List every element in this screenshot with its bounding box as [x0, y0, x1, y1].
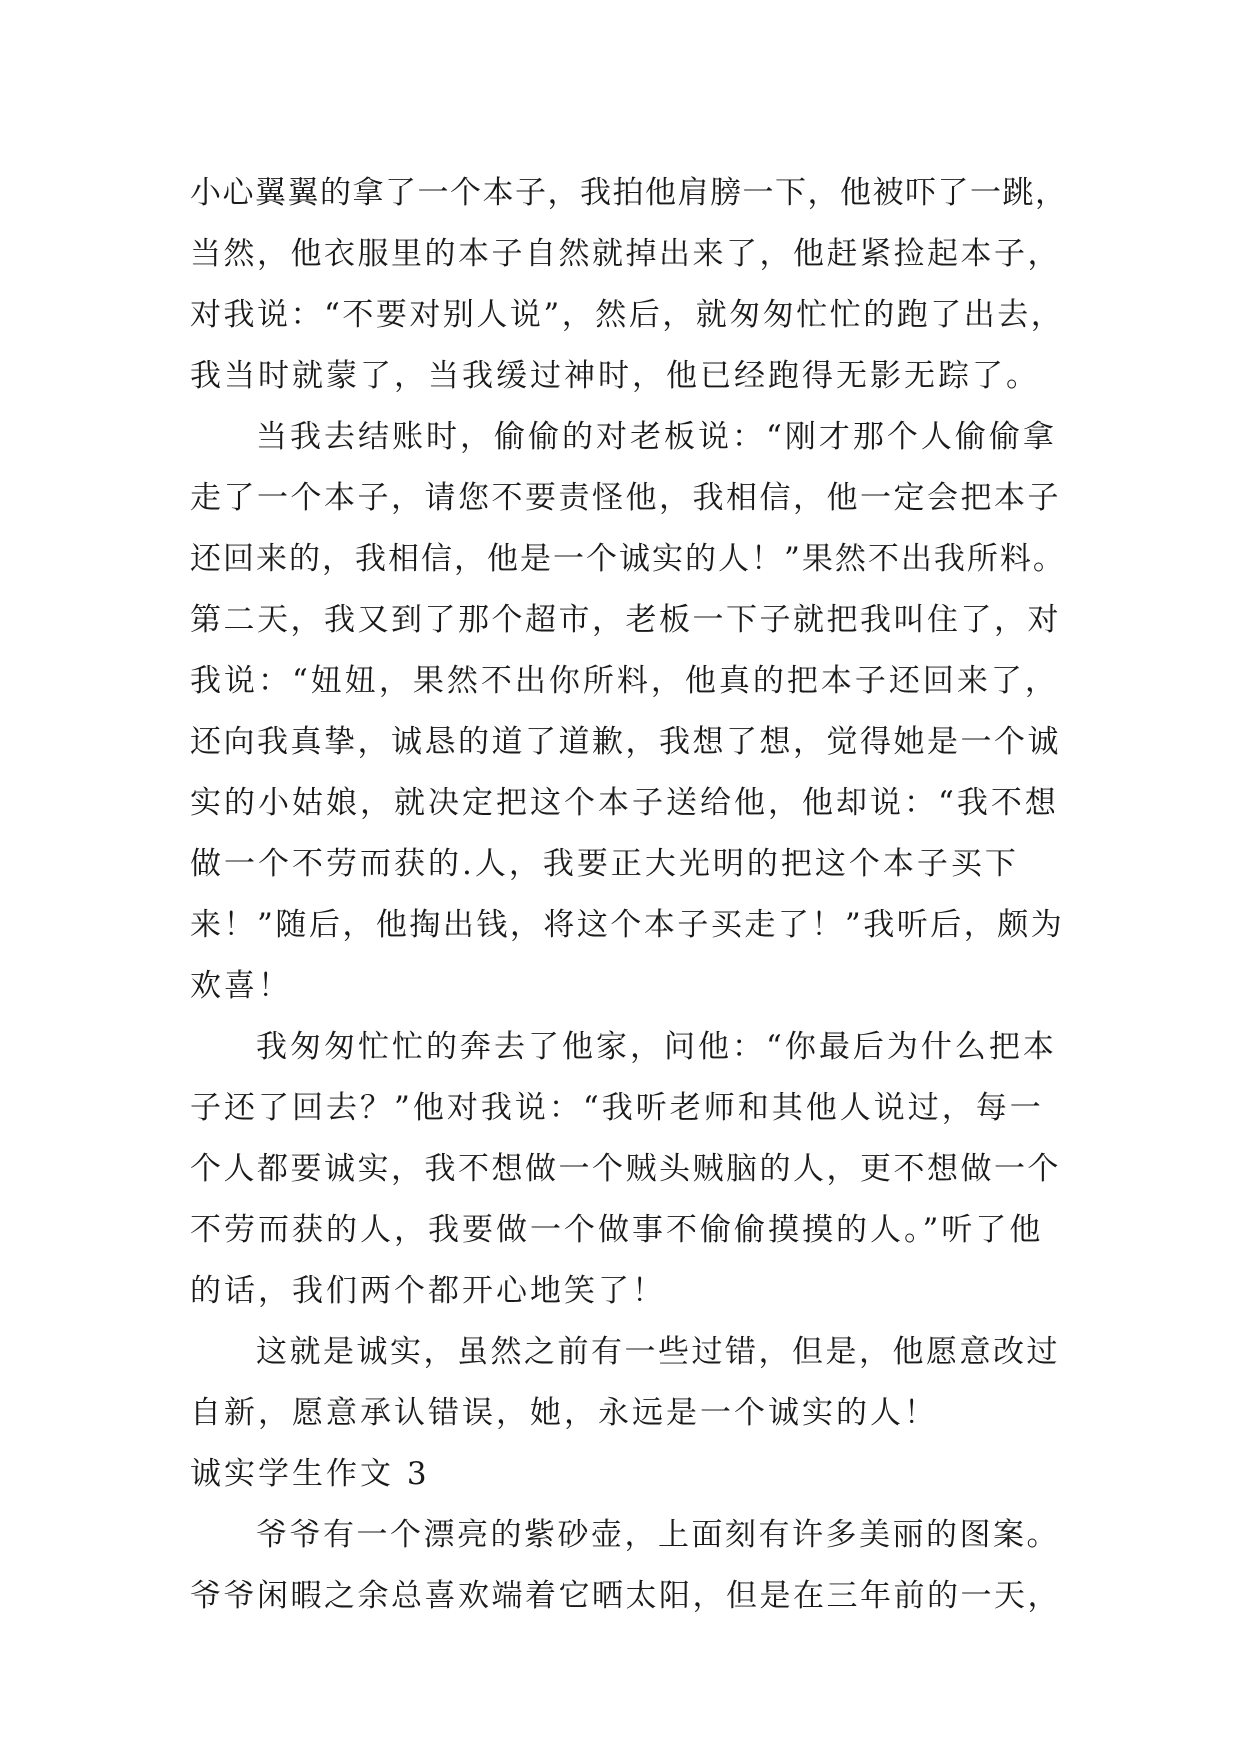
text-line: 小心翼翼的拿了一个本子，我拍他肩膀一下，他被吓了一跳，: [190, 175, 1068, 211]
text-line: 来！”随后，他掏出钱，将这个本子买走了！”我听后，颇为: [190, 907, 1065, 943]
document-body: [190, 163, 1070, 1627]
text-line: 第二天，我又到了那个超市，老板一下子就把我叫住了，对: [190, 602, 1061, 638]
text-line: 做一个不劳而获的.人，我要正大光明的把这个本子买下: [190, 846, 1019, 882]
text-line: 子还了回去？”他对我说：“我听老师和其他人说过，每一: [190, 1090, 1044, 1126]
text-line: 我说：“妞妞，果然不出你所料，他真的把本子还回来了，: [190, 663, 1059, 699]
text-line: 还向我真挚，诚恳的道了道歉，我想了想，觉得她是一个诚: [190, 724, 1061, 760]
text-line: 爷爷闲暇之余总喜欢端着它晒太阳，但是在三年前的一天，: [190, 1578, 1061, 1614]
text-line: 自新，愿意承认错误，她，永远是一个诚实的人！: [190, 1395, 938, 1431]
text-line: 爷爷有一个漂亮的紫砂壶，上面刻有许多美丽的图案。: [256, 1517, 1060, 1553]
text-line: 诚实学生作文 3: [190, 1456, 430, 1492]
text-line: 这就是诚实，虽然之前有一些过错，但是，他愿意改过: [256, 1334, 1060, 1370]
text-line: 个人都要诚实，我不想做一个贼头贼脑的人，更不想做一个: [190, 1151, 1061, 1187]
text-line: 的话，我们两个都开心地笑了！: [190, 1273, 666, 1309]
text-line: 还回来的，我相信，他是一个诚实的人！”果然不出我所料。: [190, 541, 1066, 577]
text-line: 我匆匆忙忙的奔去了他家，问他：“你最后为什么把本: [256, 1029, 1057, 1065]
text-line: 对我说：“不要对别人说”，然后，就匆匆忙忙的跑了出去，: [190, 297, 1065, 333]
text-line: 欢喜！: [190, 968, 292, 1004]
text-line: 走了一个本子，请您不要责怪他，我相信，他一定会把本子: [190, 480, 1061, 516]
text-line: 我当时就蒙了，当我缓过神时，他已经跑得无影无踪了。: [190, 358, 1040, 394]
text-line: 不劳而获的人，我要做一个做事不偷偷摸摸的人。”听了他: [190, 1212, 1044, 1248]
text-line: 当我去结账时，偷偷的对老板说：“刚才那个人偷偷拿: [256, 419, 1057, 455]
text-line: 实的小姑娘，就决定把这个本子送给他，他却说：“我不想: [190, 785, 1059, 821]
text-line: 当然，他衣服里的本子自然就掉出来了，他赶紧捡起本子，: [190, 236, 1061, 272]
